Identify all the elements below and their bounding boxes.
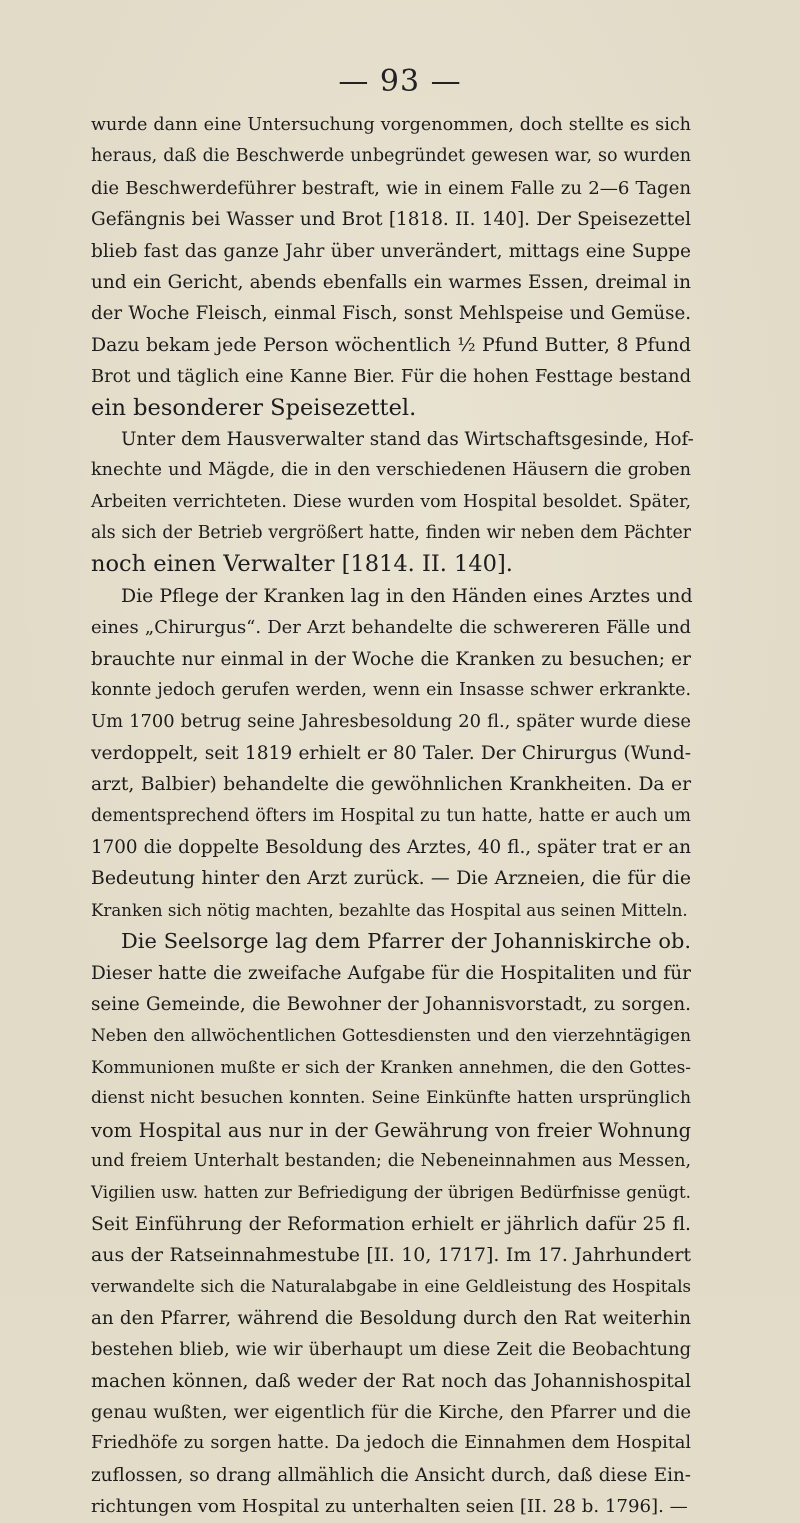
text-line: aus der Ratseinnahmestube [II. 10, 1717]. Im 17. Jahrhundert: [91, 1244, 691, 1267]
text-line: der Woche Fleisch, einmal Fisch, sonst Mehlspeise und Gemüse.: [91, 303, 691, 325]
text-line: wurde dann eine Untersuchung vorgenommen, doch stellte es sich: [91, 115, 691, 135]
text-line: die Beschwerdeführer bestraft, wie in einem Falle zu 2—6 Tagen: [91, 177, 691, 199]
text-line: noch einen Verwalter [1814. II. 140].: [91, 551, 513, 578]
text-line: an den Pfarrer, während die Besoldung durch den Rat weiterhin: [91, 1307, 691, 1329]
text-line: und ein Gericht, abends ebenfalls ein warmes Essen, dreimal in: [91, 271, 691, 293]
paragraph: [91, 110, 691, 424]
page-number: — 93 —: [338, 64, 462, 99]
text-line: heraus, daß die Beschwerde unbegründet gewesen war, so wurden: [91, 146, 691, 167]
text-line: Unter dem Hausverwalter stand das Wirtschaftsgesinde, Hof-: [121, 428, 694, 450]
paragraph: [91, 581, 691, 926]
text-line: Seit Einführung der Reformation erhielt er jährlich dafür 25 fl.: [91, 1213, 691, 1235]
text-line: konnte jedoch gerufen werden, wenn ein Insasse schwer erkrankte.: [91, 680, 691, 701]
text-line: brauchte nur einmal in der Woche die Kranken zu besuchen; er: [91, 648, 691, 670]
text-line: dementsprechend öfters im Hospital zu tun hatte, hatte er auch um: [91, 805, 691, 826]
body-text: [91, 110, 694, 1523]
text-line: seine Gemeinde, die Bewohner der Johannisvorstadt, zu sorgen.: [91, 993, 691, 1015]
text-line: 1700 die doppelte Besoldung des Arztes, 40 fl., später trat er an: [91, 836, 691, 858]
text-line: Kommunionen mußte er sich der Kranken annehmen, die den Gottes-: [91, 1056, 691, 1077]
text-line: Gefängnis bei Wasser und Brot [1818. II. 140]. Der Speisezettel: [91, 209, 691, 231]
text-line: Dazu bekam jede Person wöchentlich ½ Pfund Butter, 8 Pfund: [91, 333, 691, 356]
text-line: Um 1700 betrug seine Jahresbesoldung 20 fl., später wurde diese: [91, 711, 691, 733]
text-line: zuflossen, so drang allmählich die Ansicht durch, daß diese Ein-: [91, 1464, 691, 1486]
text-line: bestehen blieb, wie wir überhaupt um diese Zeit die Beobachtung: [91, 1339, 691, 1361]
text-line: genau wußten, wer eigentlich für die Kirche, den Pfarrer und die: [91, 1402, 691, 1424]
paragraph: [91, 424, 694, 581]
text-line: ein besonderer Speisezettel.: [91, 394, 417, 421]
text-line: Die Pflege der Kranken lag in den Händen eines Arztes und: [121, 584, 693, 607]
text-line: knechte und Mägde, die in den verschiedenen Häusern die groben: [91, 460, 691, 481]
text-line: Arbeiten verrichteten. Diese wurden vom Hospital besoldet. Später,: [91, 491, 691, 512]
text-line: Bedeutung hinter den Arzt zurück. — Die Arzneien, die für die: [91, 868, 691, 890]
text-line: machen können, daß weder der Rat noch das Johannishospital: [91, 1370, 691, 1392]
text-line: richtungen vom Hospital zu unterhalten seien [II. 28 b. 1796]. —: [91, 1496, 688, 1518]
text-line: blieb fast das ganze Jahr über unverändert, mittags eine Suppe: [91, 240, 691, 262]
text-line: Vigilien usw. hatten zur Befriedigung der übrigen Bedürfnisse genügt.: [91, 1182, 691, 1203]
text-line: Brot und täglich eine Kanne Bier. Für die hohen Festtage bestand: [91, 366, 691, 388]
text-line: vom Hospital aus nur in der Gewährung von freier Wohnung: [91, 1118, 691, 1142]
text-line: Dieser hatte die zweifache Aufgabe für die Hospitaliten und für: [91, 962, 691, 984]
text-line: dienst nicht besuchen konnten. Seine Einkünfte hatten ursprünglich: [91, 1088, 691, 1109]
text-line: eines „Chirurgus“. Der Arzt behandelte die schwereren Fälle und: [91, 617, 691, 639]
text-line: verwandelte sich die Naturalabgabe in eine Geldleistung des Hospitals: [91, 1277, 691, 1297]
text-line: arzt, Balbier) behandelte die gewöhnlichen Krankheiten. Da er: [91, 774, 691, 796]
text-line: als sich der Betrieb vergrößert hatte, finden wir neben dem Pächter: [91, 523, 691, 544]
text-line: Friedhöfe zu sorgen hatte. Da jedoch die Einnahmen dem Hospital: [91, 1433, 691, 1454]
text-line: Neben den allwöchentlichen Gottesdiensten und den vierzehntägigen: [91, 1025, 691, 1046]
text-line: und freiem Unterhalt bestanden; die Nebeneinnahmen aus Messen,: [91, 1150, 691, 1171]
text-line: Die Seelsorge lag dem Pfarrer der Johanniskirche ob.: [121, 929, 691, 954]
paragraph: [91, 926, 691, 1522]
text-line: Kranken sich nötig machten, bezahlte das Hospital aus seinen Mitteln.: [91, 900, 688, 920]
text-line: verdoppelt, seit 1819 erhielt er 80 Taler. Der Chirurgus (Wund-: [91, 742, 691, 764]
